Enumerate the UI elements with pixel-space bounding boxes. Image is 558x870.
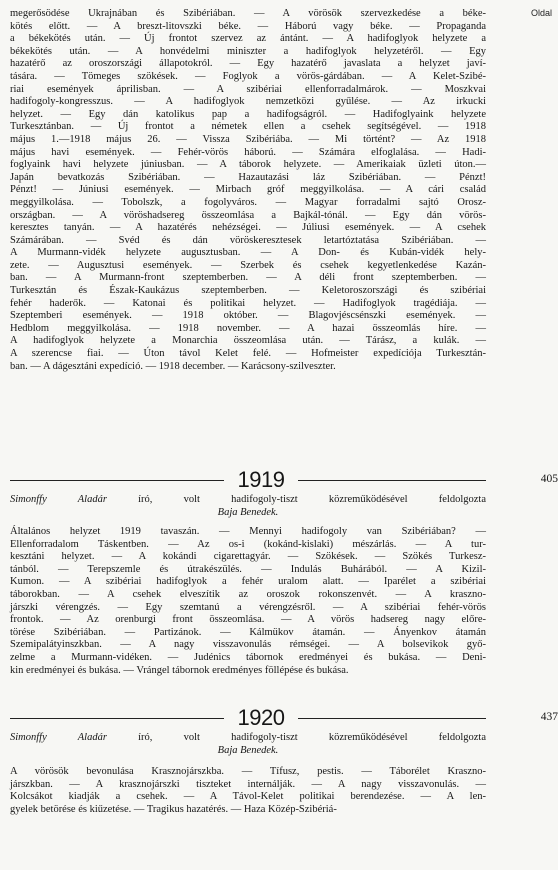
text-line: törése Szibériában. — Partizánok. — Kálmükov átamán. — Ányenkov átamán	[10, 626, 486, 638]
page-number: 405	[540, 473, 558, 485]
text-line: Kumon. — A szibériai hadifoglyok a fehér uralom alatt. — Iparélet a szibériai	[10, 576, 486, 588]
text-line: kesztáni helyzet. — A kokándi cigarettagyár. — Szökések. — Szökés Turkesz-	[10, 551, 486, 563]
text-line: Ellenforradalom Táskentben. — Az os-i (kokánd-kislaki) mészárlás. — A tur-	[10, 538, 486, 550]
text-line: kin eredményei és bukása. — Vrángel tábornok eredményes föllépése és bukása.	[10, 664, 349, 676]
text-line: a békekötés után. — Új frontot szervez az ántánt. — A hadifoglyok helyzete a	[10, 33, 486, 45]
heading-rule-left	[10, 480, 224, 481]
year-heading-1919	[10, 468, 558, 492]
year-title: 1919	[237, 467, 285, 492]
text-line: A szerencse fiai. — Úton távol Kelet felé. — Hofmeister expedíciója Turkesztán-	[10, 348, 486, 360]
text-line: járszkban. — A krasznojárszki tiszteket internálják. — A nagy visszavonulás. —	[10, 778, 486, 790]
text-line: zete. — Augusztusi események. — Szerbek és csehek kegyetlenkedése Kazán-	[10, 259, 486, 271]
text-line: tására. — Tömeges szökések. — Foglyok a vörös-gárdában. — A Kelet-Szibé-	[10, 70, 486, 82]
contents-text-1920	[10, 766, 486, 816]
text-line: kötés előtt. — A breszt-litovszki béke. — Háború vagy béke. — Propaganda	[10, 20, 486, 32]
text-line: riai események áprilisban. — A szibériai ellenforradalmárok. — Moszkvai	[10, 83, 486, 95]
year-heading-1920	[10, 706, 558, 730]
text-line: Számárában. — Svéd és dán vöröskeresztesek letartóztatása Szibériában. —	[10, 234, 486, 246]
text-line: Turkesztánban. — Új frontot a németek ellen a csehek segítségével. — 1918	[10, 121, 486, 133]
text-line: foglyaink havi helyzete júniusban. — A táborok helyzete. — Amerikaiak üzleti úton.—	[10, 159, 486, 171]
text-line: békekötés után. — A honvédelmi miniszter a hadifoglyok helyzetéről. — Egy	[10, 45, 486, 57]
text-line: tánból. — Terepszemle és útrakészülés. — Indulás Buhárából. — A Kizil-	[10, 563, 486, 575]
byline-1919	[10, 494, 486, 519]
byline-line	[10, 494, 486, 507]
text-line: meggyilkolása. — Tobolszk, a fogolyváros. — Magyar forradalmi sajtó Orosz-	[10, 196, 486, 208]
page-number: 437	[540, 711, 558, 723]
text-line: Általános helyzet 1919 tavaszán. — Mennyi hadifogoly van Szibériában? —	[10, 526, 486, 537]
heading-rule-right	[298, 718, 486, 719]
text-line: Szeptemberi események. — 1918 október. — Blagovjéscsénszki események. —	[10, 310, 486, 322]
text-line: A hadifoglyok helyzete a Monarchia összeomlása után. — Tárász, a kulák. —	[10, 335, 486, 347]
text-line: hazatérő az oroszországi állapotokról. — Egy hazatérő javaslata a helyzet javí-	[10, 58, 486, 70]
text-line: frontok. — Az orenburgi front összeomlása. — A vörös hadsereg nagy előre-	[10, 614, 486, 626]
text-line: május havi események. — Fehér-vörös háború. — Számára elfoglalása. — Hadi-	[10, 146, 486, 158]
text-line: hadifogoly-kongresszus. — A hadifoglyok nemzetközi gyűlése. — Az irkucki	[10, 96, 486, 108]
text-line: ban. — A Murmann-front szeptemberben. — A déli front szeptemberben. —	[10, 272, 486, 284]
text-line: A Murmann-vidék helyzete augusztusban. — A Don- és Kubán-vidék hely-	[10, 247, 486, 259]
text-line: május 1.—1918 május 26. — Vissza Szibériába. — Mi történt? — Az 1918	[10, 133, 486, 145]
text-line: fehér haderők. — Katonai és politikai helyzet. — Hadifoglyok tragédiája. —	[10, 297, 486, 309]
byline-line	[10, 732, 486, 745]
page-side-label: Oldal	[530, 8, 552, 18]
text-line: gyelek betörése és kiűzetése. — Tragikus hazatérés. — Haza Közép-Szibériá-	[10, 803, 337, 815]
text-line: helyzet. — Egy dán katolikus pap a hadifogságról. — Hadifoglyaink helyzete	[10, 108, 486, 120]
text-line: zelme a Murmann-vidéken. — Judénics tábornok eredményei és bukása. — Deni-	[10, 651, 486, 663]
heading-rule-left	[10, 718, 224, 719]
text-line: Szemipalátyinszkban. — A nagy visszavonulás rémségei. — A bolsevikok győ-	[10, 639, 486, 651]
byline-text: író, volt hadifogoly-tiszt közreműködésével feldolgozta	[138, 732, 487, 743]
text-line: Turkesztán és Észak-Kaukázus szeptemberben. — Keletoroszországi és szibériai	[10, 285, 486, 297]
text-line: járszki vérengzés. — Egy szemtanú a vérengzésről. — A szibériai fehér-vörös	[10, 601, 486, 613]
text-line: táborokban. — A csehek elveszítik az oroszok rokonszenvét. — A kraszno-	[10, 588, 486, 600]
heading-rule-right	[298, 480, 486, 481]
text-line: megerősödése Ukrajnában és Szibériában. — A vörösök szervezkedése a béke-	[10, 8, 486, 19]
text-line: ban. — A dágesztáni expedíció. — 1918 december. — Karácsony-szilveszter.	[10, 360, 336, 372]
author-name: Simonffy Aladár	[10, 732, 107, 743]
text-line: Pénzt! — Júniusi események. — Mirbach gróf meggyilkolása. — A cári család	[10, 184, 486, 196]
text-line: A vörösök bevonulása Krasznojárszkba. — Tífusz, pestis. — Táborélet Kraszno-	[10, 766, 486, 777]
author-name: Simonffy Aladár	[10, 494, 107, 505]
text-line: országban. — A vöröshadsereg összeomlása a Bajkál-tónál. — Egy dán vörös-	[10, 209, 486, 221]
contents-text-1919	[10, 526, 486, 677]
text-line: keresztes tanyán. — A hazatérés nehézségei. — Júliusi események. — A csehek	[10, 222, 486, 234]
text-line: Japán bevatkozás Szibériában. — Hazautazási láz Szibériában. — Pénzt!	[10, 171, 486, 183]
text-line: Kolcsákot kiadják a csehek. — A Távol-Kelet politikai berendezése. — A len-	[10, 791, 486, 803]
editor-name: Baja Benedek.	[217, 506, 279, 518]
byline-text: író, volt hadifogoly-tiszt közreműködésével feldolgozta	[138, 494, 487, 505]
editor-name: Baja Benedek.	[217, 744, 279, 756]
byline-1920	[10, 732, 486, 757]
contents-text-1918	[10, 8, 486, 373]
text-line: Hedblom meggyilkolása. — 1918 november. — A hazai összeomlás híre. —	[10, 322, 486, 334]
year-title: 1920	[237, 705, 285, 730]
